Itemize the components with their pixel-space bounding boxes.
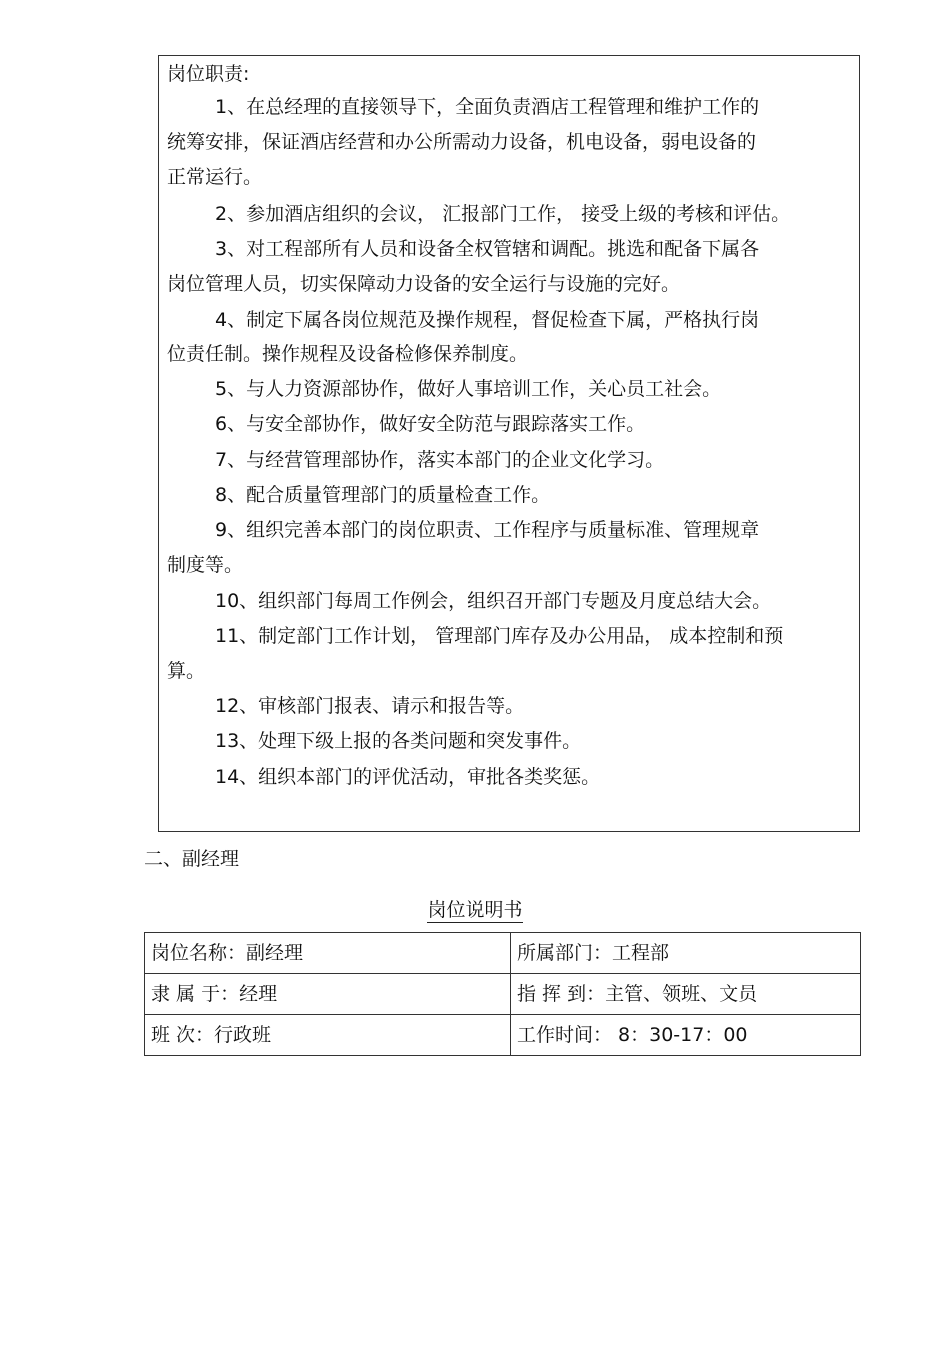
duty-line: 14、组织本部门的评优活动，审批各类奖惩。 xyxy=(215,766,601,788)
duty-line: 1、在总经理的直接领导下，全面负责酒店工程管理和维护工作的 xyxy=(215,96,760,118)
table-row xyxy=(145,933,861,974)
doc-title xyxy=(0,897,950,923)
position-info-table xyxy=(144,932,861,1056)
duty-line: 9、组织完善本部门的岗位职责、工作程序与质量标准、管理规章 xyxy=(215,519,760,541)
duty-line: 5、与人力资源部协作，做好人事培训工作，关心员工社会。 xyxy=(215,378,722,400)
duty-line: 13、处理下级上报的各类问题和突发事件。 xyxy=(215,730,582,752)
duty-line: 位责任制。操作规程及设备检修保养制度。 xyxy=(167,343,529,365)
duty-line: 7、与经营管理部协作，落实本部门的企业文化学习。 xyxy=(215,449,665,471)
duty-line: 3、对工程部所有人员和设备全权管辖和调配。挑选和配备下属各 xyxy=(215,238,760,260)
table-cell: 班 次：行政班 xyxy=(145,1015,511,1056)
duty-line: 8、配合质量管理部门的质量检查工作。 xyxy=(215,484,551,506)
duty-line: 4、制定下属各岗位规范及操作规程，督促检查下属，严格执行岗 xyxy=(215,309,760,331)
table-cell: 指 挥 到：主管、领班、文员 xyxy=(511,974,861,1015)
table-cell: 工作时间： 8：30-17：00 xyxy=(511,1015,861,1056)
duty-line: 2、参加酒店组织的会议， 汇报部门工作， 接受上级的考核和评估。 xyxy=(215,203,791,225)
duty-line: 10、组织部门每周工作例会，组织召开部门专题及月度总结大会。 xyxy=(215,590,772,612)
duties-heading: 岗位职责: xyxy=(167,63,250,85)
table-cell: 岗位名称：副经理 xyxy=(145,933,511,974)
table-cell: 所属部门：工程部 xyxy=(511,933,861,974)
duty-line: 制度等。 xyxy=(167,554,244,576)
duty-line: 正常运行。 xyxy=(167,166,263,188)
duty-line: 岗位管理人员，切实保障动力设备的安全运行与设施的完好。 xyxy=(167,273,681,295)
duty-line: 统筹安排，保证酒店经营和办公所需动力设备，机电设备，弱电设备的 xyxy=(167,131,757,153)
duty-line: 6、与安全部协作，做好安全防范与跟踪落实工作。 xyxy=(215,413,646,435)
table-row xyxy=(145,974,861,1015)
duty-line: 算。 xyxy=(167,660,206,682)
duty-line: 11、制定部门工作计划， 管理部门库存及办公用品， 成本控制和预 xyxy=(215,625,784,647)
section-title: 二、副经理 xyxy=(144,848,240,870)
duty-line: 12、审核部门报表、请示和报告等。 xyxy=(215,695,525,717)
table-row xyxy=(145,1015,861,1056)
doc-title-text: 岗位说明书 xyxy=(427,899,523,921)
table-cell: 隶 属 于：经理 xyxy=(145,974,511,1015)
duties-box xyxy=(158,55,860,832)
